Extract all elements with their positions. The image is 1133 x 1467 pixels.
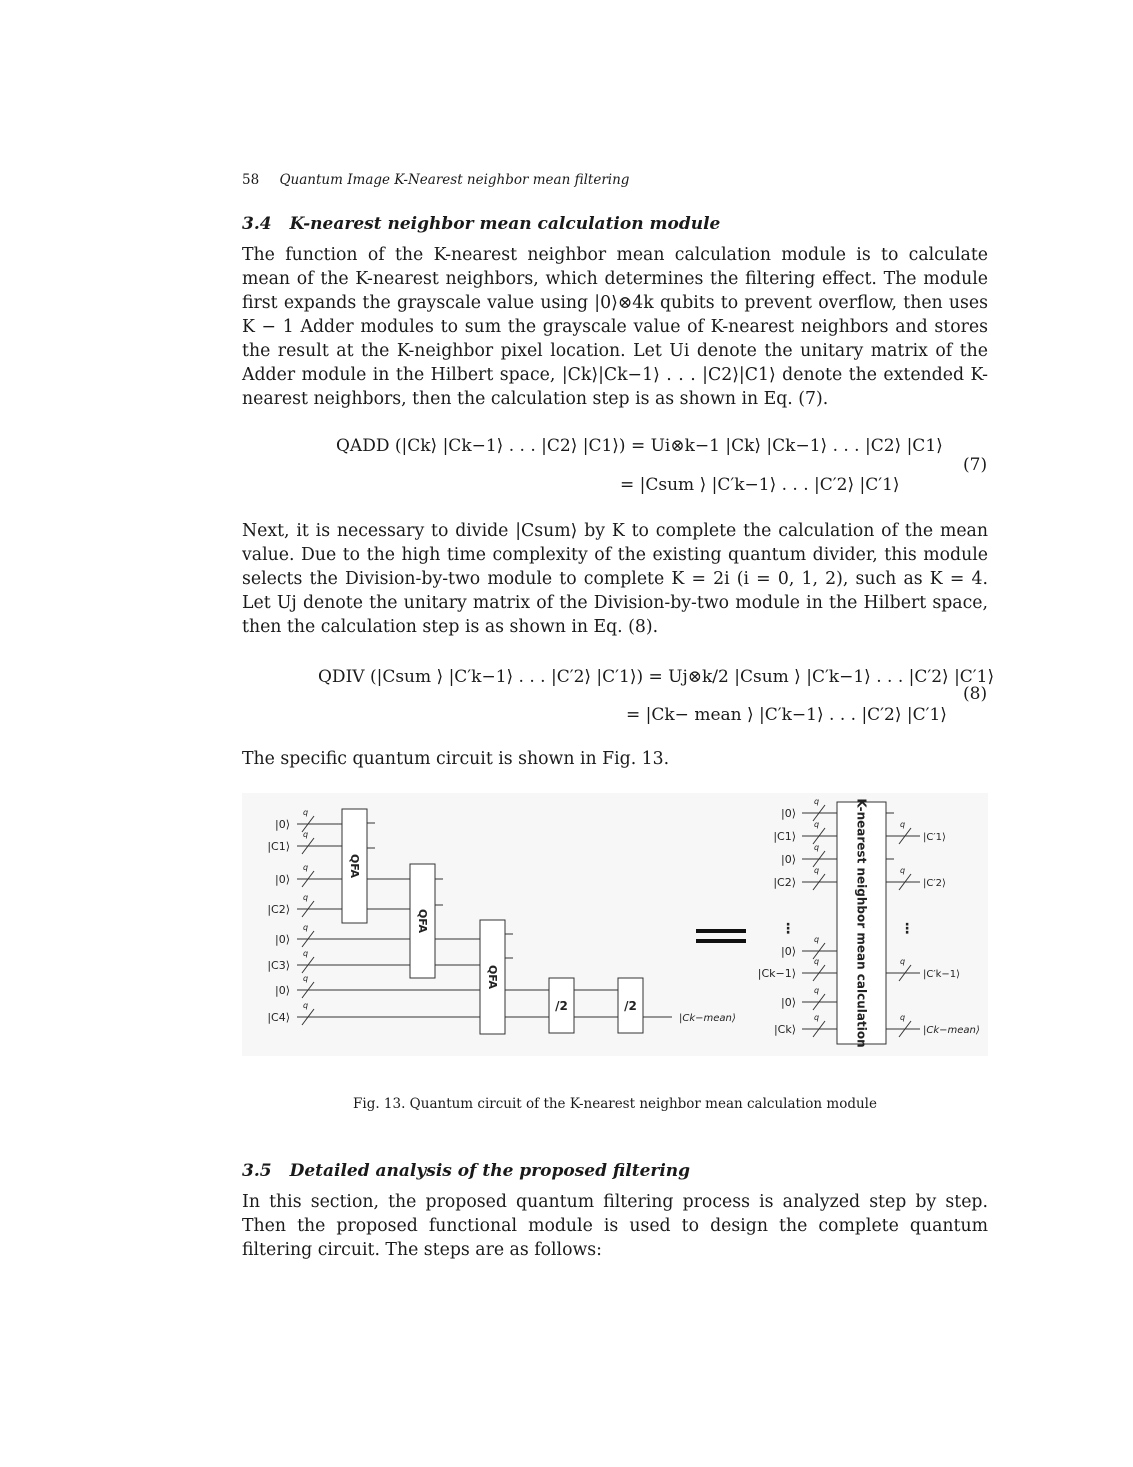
bus-label: q	[814, 820, 820, 829]
equals-bar-top	[696, 929, 746, 933]
paragraph-1: The function of the K-nearest neighbor mean calculation module is to calculate mean of the K-nearest neighbors, which determines the filtering effect. The module first expands the grayscale value using |0⟩⊗4k qubits to prevent overflow, then uses K − 1 Adder modules to sum the grayscale value of K-nearest neighbors and stores the result at the K-neighbor pixel location. Let Ui denote the unitary matrix of the Adder module in the Hilbert space, |Ck⟩|Ck−1⟩ . . . |C2⟩|C1⟩ denote the extended K-nearest neighbors, then the calculation step is as shown in Eq. (7).	[242, 245, 988, 409]
qfa-label: QFA	[486, 964, 499, 990]
equation-7-line-2: = |Csum ⟩ |C′k−1⟩ . . . |C′2⟩ |C′1⟩	[620, 475, 900, 495]
page-number: 58	[242, 172, 260, 188]
output-label: |C′2⟩	[923, 878, 946, 889]
input-label: |0⟩	[781, 853, 796, 866]
section-number: 3.5	[242, 1161, 272, 1181]
input-label: |0⟩	[275, 984, 290, 997]
divide-label: /2	[624, 999, 637, 1013]
input-label: |C2⟩	[773, 876, 796, 889]
input-label: |C4⟩	[267, 1011, 290, 1024]
section-title: Detailed analysis of the proposed filtering	[289, 1161, 691, 1181]
bus-label: q	[303, 974, 309, 983]
bus-label: q	[303, 863, 309, 872]
input-label: |0⟩	[275, 818, 290, 831]
section-title: K-nearest neighbor mean calculation module	[289, 214, 721, 234]
section-heading-3-4	[242, 214, 720, 234]
running-header	[242, 172, 629, 188]
module-label: K-nearest neighbor mean calculation	[854, 798, 869, 1048]
equals-sign: =	[720, 936, 722, 937]
input-label: |C1⟩	[773, 830, 796, 843]
bus-label: q	[303, 1001, 309, 1010]
bus-label: q	[900, 1013, 906, 1022]
bus-label: q	[814, 797, 820, 806]
bus-label: q	[814, 866, 820, 875]
bus-label: q	[814, 843, 820, 852]
equation-7-line-1: QADD (|Ck⟩ |Ck−1⟩ . . . |C2⟩ |C1⟩) = Ui⊗k−1 |Ck⟩ |Ck−1⟩ . . . |C2⟩ |C1⟩	[336, 436, 943, 456]
bus-label: q	[303, 830, 309, 839]
qfa-label: QFA	[416, 908, 429, 934]
bus-label: q	[900, 957, 906, 966]
input-label: |Ck⟩	[773, 1023, 796, 1036]
paragraph-2: Next, it is necessary to divide |Csum⟩ by K to complete the calculation of the mean value. Due to the high time complexity of the existing quantum divider, this module selects the Division-by-two module to complete K = 2i (i = 0, 1, 2), such as K = 4. Let Uj denote the unitary matrix of the Division-by-two module in the Hilbert space, then the calculation step is as shown in Eq. (8).	[242, 521, 988, 637]
input-label: |0⟩	[781, 807, 796, 820]
quantum-circuit-figure	[242, 793, 988, 1056]
input-label: |0⟩	[275, 873, 290, 886]
input-label: |0⟩	[275, 933, 290, 946]
divide-label: /2	[555, 999, 568, 1013]
bus-label: q	[814, 986, 820, 995]
mean-output-label: |Ck−mean⟩	[679, 1013, 736, 1024]
bus-label: q	[814, 957, 820, 966]
output-label: |Ck−mean⟩	[923, 1025, 980, 1036]
input-label: |C3⟩	[267, 959, 290, 972]
bus-label: q	[900, 866, 906, 875]
bus-label: q	[303, 808, 309, 817]
equation-7-number: (7)	[963, 455, 988, 475]
qfa-label: QFA	[348, 853, 361, 879]
output-label: |C′k−1⟩	[923, 969, 961, 980]
bus-label: q	[303, 923, 309, 932]
equals-bar-bottom	[696, 939, 746, 943]
input-label: |C2⟩	[267, 903, 290, 916]
input-label: |Ck−1⟩	[757, 967, 796, 980]
bus-label: q	[900, 820, 906, 829]
input-label: |C1⟩	[267, 840, 290, 853]
paragraph-3: The specific quantum circuit is shown in Fig. 13.	[242, 749, 670, 769]
paragraph-4: In this section, the proposed quantum filtering process is analyzed step by step. Then the proposed functional module is used to design the complete quantum filtering circuit. The steps are as follows:	[242, 1192, 988, 1260]
equation-8-line-2: = |Ck− mean ⟩ |C′k−1⟩ . . . |C′2⟩ |C′1⟩	[626, 705, 947, 725]
ellipsis: ⋮	[900, 921, 914, 937]
figure-caption: Fig. 13. Quantum circuit of the K-nearest neighbor mean calculation module	[353, 1096, 877, 1112]
ellipsis: ⋮	[781, 921, 795, 937]
bus-label: q	[303, 949, 309, 958]
bus-label: q	[303, 893, 309, 902]
output-label: |C′1⟩	[923, 832, 946, 843]
equation-8-number: (8)	[963, 684, 988, 704]
bus-label: q	[814, 935, 820, 944]
input-label: |0⟩	[781, 996, 796, 1009]
input-label: |0⟩	[781, 945, 796, 958]
section-number: 3.4	[242, 214, 272, 234]
section-heading-3-5	[242, 1161, 690, 1181]
equation-8-line-1: QDIV (|Csum ⟩ |C′k−1⟩ . . . |C′2⟩ |C′1⟩) = Uj⊗k/2 |Csum ⟩ |C′k−1⟩ . . . |C′2⟩ |C′1⟩	[318, 667, 995, 687]
bus-label: q	[814, 1013, 820, 1022]
running-title: Quantum Image K-Nearest neighbor mean filtering	[279, 172, 630, 188]
